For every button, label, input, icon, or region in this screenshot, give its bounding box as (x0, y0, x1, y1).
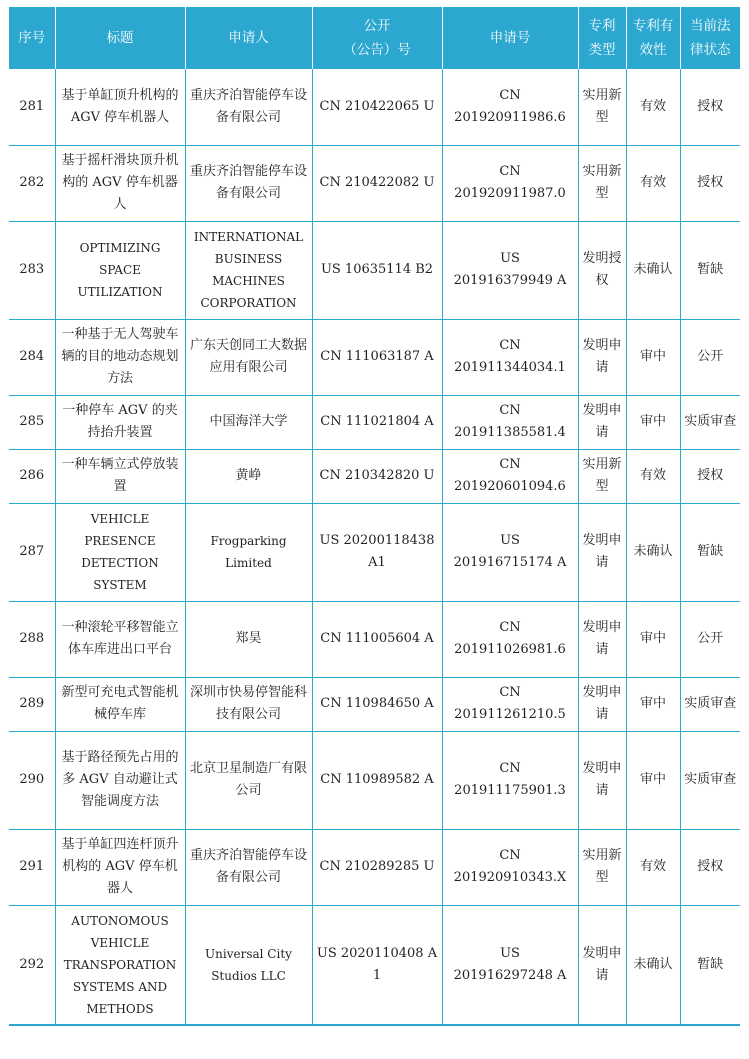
header-status-line1: 当前法 (690, 18, 731, 34)
cell-validity: 有效 (626, 829, 680, 905)
cell-pub-no: US 2020110408 A1 (312, 905, 442, 1025)
cell-pub-no: CN 111063187 A (312, 319, 442, 395)
cell-app-no-number: 201920911986.6 (454, 109, 566, 125)
cell-title: 一种基于无人驾驶车辆的目的地动态规划方法 (55, 319, 185, 395)
cell-seq: 286 (9, 449, 55, 503)
cell-title: 一种车辆立式停放装置 (55, 449, 185, 503)
cell-title: 一种停车 AGV 的夹持抬升装置 (55, 395, 185, 449)
header-app-no: 申请号 (442, 7, 578, 69)
header-applicant: 申请人 (185, 7, 312, 69)
cell-pub-no: CN 210422065 U (312, 69, 442, 145)
cell-validity: 有效 (626, 449, 680, 503)
cell-app-no (442, 905, 578, 1025)
table-header-row (9, 7, 740, 69)
cell-seq: 284 (9, 319, 55, 395)
cell-app-no-number: 201916715174 A (453, 555, 567, 570)
cell-seq: 283 (9, 221, 55, 319)
cell-title: 基于单缸顶升机构的 AGV 停车机器人 (55, 69, 185, 145)
cell-pub-no: CN 111021804 A (312, 395, 442, 449)
cell-title: AUTONOMOUS VEHICLE TRANSPORATION SYSTEMS AND METHODS (55, 905, 185, 1025)
table-row (9, 319, 740, 395)
cell-status: 暂缺 (680, 905, 740, 1025)
table-row (9, 829, 740, 905)
cell-type: 发明申请 (578, 677, 626, 731)
header-validity (626, 7, 680, 69)
header-type-line2: 类型 (588, 42, 616, 58)
cell-app-no (442, 69, 578, 145)
cell-seq: 292 (9, 905, 55, 1025)
cell-validity: 审中 (626, 731, 680, 829)
cell-app-no-number: 201920911987.0 (454, 186, 566, 201)
table-row (9, 503, 740, 601)
table-row (9, 905, 740, 1025)
cell-applicant: 重庆齐泊智能停车设备有限公司 (185, 829, 312, 905)
cell-app-no-number: 201911385581.4 (454, 425, 566, 440)
cell-app-no (442, 677, 578, 731)
cell-app-no-country: US (500, 945, 520, 961)
cell-applicant: 黄峥 (185, 449, 312, 503)
cell-validity: 未确认 (626, 905, 680, 1025)
cell-app-no-country: CN (499, 338, 521, 353)
header-title: 标题 (55, 7, 185, 69)
cell-app-no-number: 201920910343.X (453, 870, 567, 885)
header-type-line1: 专利 (588, 18, 616, 34)
cell-type: 发明申请 (578, 731, 626, 829)
cell-status: 授权 (680, 829, 740, 905)
cell-validity: 审中 (626, 395, 680, 449)
cell-seq: 287 (9, 503, 55, 601)
cell-pub-no: CN 210422082 U (312, 145, 442, 221)
cell-app-no-number: 201911344034.1 (454, 360, 566, 375)
cell-app-no-number: 201916379949 A (453, 273, 567, 288)
cell-seq: 281 (9, 69, 55, 145)
table-row (9, 395, 740, 449)
cell-applicant: 广东天创同工大数据应用有限公司 (185, 319, 312, 395)
cell-status: 授权 (680, 449, 740, 503)
cell-status: 授权 (680, 69, 740, 145)
cell-app-no-country: US (500, 251, 520, 266)
cell-seq: 289 (9, 677, 55, 731)
cell-app-no-country: CN (499, 848, 521, 863)
cell-validity: 审中 (626, 677, 680, 731)
cell-type: 发明授权 (578, 221, 626, 319)
cell-status: 实质审查 (680, 677, 740, 731)
cell-app-no-country: CN (499, 761, 521, 776)
cell-app-no-country: CN (499, 87, 521, 103)
cell-app-no-number: 201920601094.6 (454, 479, 566, 494)
cell-status: 公开 (680, 319, 740, 395)
header-pub-no-line1: 公开 (363, 18, 391, 34)
cell-type: 发明申请 (578, 905, 626, 1025)
header-type (578, 7, 626, 69)
cell-type: 发明申请 (578, 503, 626, 601)
cell-pub-no: CN 210342820 U (312, 449, 442, 503)
cell-pub-no: US 10635114 B2 (312, 221, 442, 319)
table-row (9, 145, 740, 221)
cell-applicant: INTERNATIONAL BUSINESS MACHINES CORPORATION (185, 221, 312, 319)
cell-app-no (442, 503, 578, 601)
cell-status: 暂缺 (680, 221, 740, 319)
cell-title: OPTIMIZING SPACE UTILIZATION (55, 221, 185, 319)
cell-title: 新型可充电式智能机械停车库 (55, 677, 185, 731)
cell-app-no (442, 145, 578, 221)
cell-type: 发明申请 (578, 319, 626, 395)
cell-seq: 282 (9, 145, 55, 221)
cell-status: 实质审查 (680, 395, 740, 449)
header-pub-no (312, 7, 442, 69)
cell-title: 基于路径预先占用的多 AGV 自动避让式智能调度方法 (55, 731, 185, 829)
patent-table (9, 7, 740, 1026)
cell-seq: 290 (9, 731, 55, 829)
cell-applicant: Frogparking Limited (185, 503, 312, 601)
cell-app-no-country: CN (499, 164, 521, 179)
cell-seq: 285 (9, 395, 55, 449)
cell-applicant: 重庆齐泊智能停车设备有限公司 (185, 145, 312, 221)
cell-pub-no: CN 210289285 U (312, 829, 442, 905)
cell-status: 暂缺 (680, 503, 740, 601)
table-row (9, 69, 740, 145)
cell-seq: 291 (9, 829, 55, 905)
cell-type: 实用新型 (578, 145, 626, 221)
cell-app-no-number: 201911261210.5 (454, 707, 566, 722)
cell-app-no (442, 395, 578, 449)
cell-app-no-number: 201916297248 A (453, 967, 567, 983)
cell-app-no-country: US (500, 533, 520, 548)
header-pub-no-line2: （公告）号 (343, 42, 411, 58)
cell-app-no (442, 449, 578, 503)
cell-status: 公开 (680, 601, 740, 677)
table-row (9, 221, 740, 319)
cell-app-no-number: 201911175901.3 (454, 783, 566, 798)
cell-validity: 审中 (626, 319, 680, 395)
cell-applicant: 重庆齐泊智能停车设备有限公司 (185, 69, 312, 145)
cell-applicant: 深圳市快易停智能科技有限公司 (185, 677, 312, 731)
table-row (9, 449, 740, 503)
cell-validity: 有效 (626, 69, 680, 145)
cell-app-no (442, 319, 578, 395)
cell-app-no-country: CN (499, 457, 521, 472)
cell-app-no-country: CN (499, 685, 521, 700)
cell-app-no (442, 601, 578, 677)
cell-pub-no: CN 111005604 A (312, 601, 442, 677)
cell-applicant: 中国海洋大学 (185, 395, 312, 449)
cell-app-no (442, 829, 578, 905)
cell-applicant: 北京卫星制造厂有限公司 (185, 731, 312, 829)
cell-applicant: Universal City Studios LLC (185, 905, 312, 1025)
cell-title: 一种滚轮平移智能立体车库进出口平台 (55, 601, 185, 677)
header-seq: 序号 (9, 7, 55, 69)
cell-pub-no: CN 110989582 A (312, 731, 442, 829)
cell-seq: 288 (9, 601, 55, 677)
cell-app-no (442, 731, 578, 829)
cell-pub-no: CN 110984650 A (312, 677, 442, 731)
header-validity-line2: 效性 (639, 42, 667, 58)
cell-type: 实用新型 (578, 449, 626, 503)
cell-type: 实用新型 (578, 69, 626, 145)
table-row (9, 601, 740, 677)
cell-validity: 未确认 (626, 503, 680, 601)
cell-validity: 有效 (626, 145, 680, 221)
cell-type: 发明申请 (578, 395, 626, 449)
header-validity-line1: 专利有 (632, 18, 674, 34)
header-status (680, 7, 740, 69)
cell-pub-no: US 20200118438 A1 (312, 503, 442, 601)
cell-applicant: 郑昊 (185, 601, 312, 677)
cell-app-no-country: CN (499, 620, 521, 635)
cell-type: 发明申请 (578, 601, 626, 677)
cell-status: 授权 (680, 145, 740, 221)
cell-validity: 未确认 (626, 221, 680, 319)
cell-app-no-number: 201911026981.6 (454, 642, 566, 657)
table-row (9, 677, 740, 731)
cell-type: 实用新型 (578, 829, 626, 905)
cell-title: VEHICLE PRESENCE DETECTION SYSTEM (55, 503, 185, 601)
cell-app-no (442, 221, 578, 319)
cell-validity: 审中 (626, 601, 680, 677)
cell-title: 基于单缸四连杆顶升机构的 AGV 停车机器人 (55, 829, 185, 905)
cell-app-no-country: CN (499, 403, 521, 418)
cell-title: 基于摇杆滑块顶升机构的 AGV 停车机器人 (55, 145, 185, 221)
table-row (9, 731, 740, 829)
header-status-line2: 律状态 (690, 42, 731, 58)
cell-status: 实质审查 (680, 731, 740, 829)
